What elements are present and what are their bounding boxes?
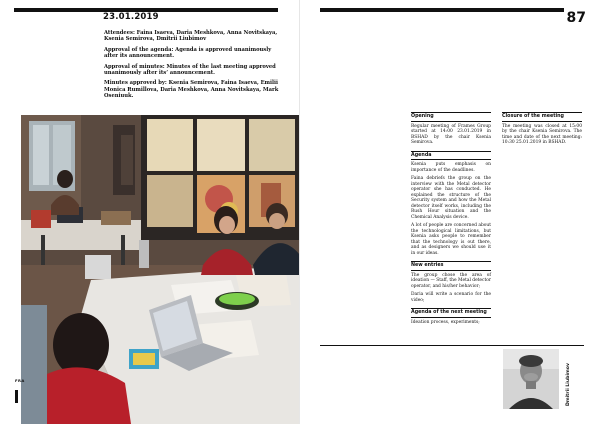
agenda-approval-text: Approval of the agenda: Agenda is approved unanimously after its announcement. (104, 46, 272, 60)
right-page (300, 0, 600, 424)
meeting-photo-illustration (21, 115, 300, 424)
page-number: 87 (566, 10, 586, 26)
side-marker (15, 390, 18, 403)
new-entries-heading: New entries (411, 261, 491, 271)
minutes-block (104, 30, 280, 104)
agenda-paragraph: A lot of people are concerned about the technological limitations, but Ksenia asks people to remember that the technology is out there, and as designers we should use it in our ideas. (411, 223, 491, 256)
closure-heading: Closure of the meeting (502, 112, 582, 122)
agenda-heading: Agenda (411, 151, 491, 161)
side-label: FRA (15, 378, 25, 383)
agenda-paragraph: Faina debriefs the group on the interview with the Metal detector operator she has conducted. He explained the structure of the Security system and how the Metal detector itself works, including the Rush Hour situation and the Chemical Analysis device. (411, 176, 491, 220)
agenda-paragraph: Ksenia puts emphasis on importance of the deadlines. (411, 162, 491, 173)
left-column (411, 112, 491, 328)
section-rule (320, 345, 584, 346)
person-name: Dmitrii Liubimov (566, 363, 571, 406)
meeting-photo (21, 115, 300, 424)
right-column (502, 112, 582, 149)
approved-by-text: Minutes approved by: Ksenia Semirova, Faina Isaeva, Emilii Monica Rumillova, Daria Meshkova, Anna Novitskaya, Mark Oseniuuk. (104, 80, 279, 100)
closure-text: The meeting was closed at 15:00 by the chair Ksenia Semirova. The time and date of the next meeting: 10:30 25.01.2019 in BSHAD. (502, 123, 582, 145)
person-portrait (503, 349, 559, 409)
attendees-text: Attendees: Faina Isaeva, Daria Meshkova, Anna Novitskaya, Ksenia Semirova, Dmitrii Liubimov (104, 30, 278, 43)
meeting-date: 23.01.2019 (103, 12, 159, 22)
new-entries-paragraph: Daria will write a scenario for the video; (411, 292, 491, 303)
opening-heading: Opening (411, 112, 491, 122)
minutes-approval-text: Approval of minutes: Minutes of the last meeting approved unanimously after its’ announcement. (104, 63, 276, 77)
next-agenda-heading: Agenda of the next meeting (411, 308, 491, 318)
new-entries-paragraph: The group chose the area of ideation — Staff, the Metal detector operator, and his/her behavior; (411, 272, 491, 289)
opening-text: Regular meeting of Frames Group started at 14:00 23.01.2019 in BSHAD by the chair Ksenia Semirova. (411, 123, 491, 145)
next-agenda-text: Ideation process, experiments; (411, 319, 480, 325)
portrait-illustration (503, 349, 559, 409)
top-rule (320, 8, 564, 12)
